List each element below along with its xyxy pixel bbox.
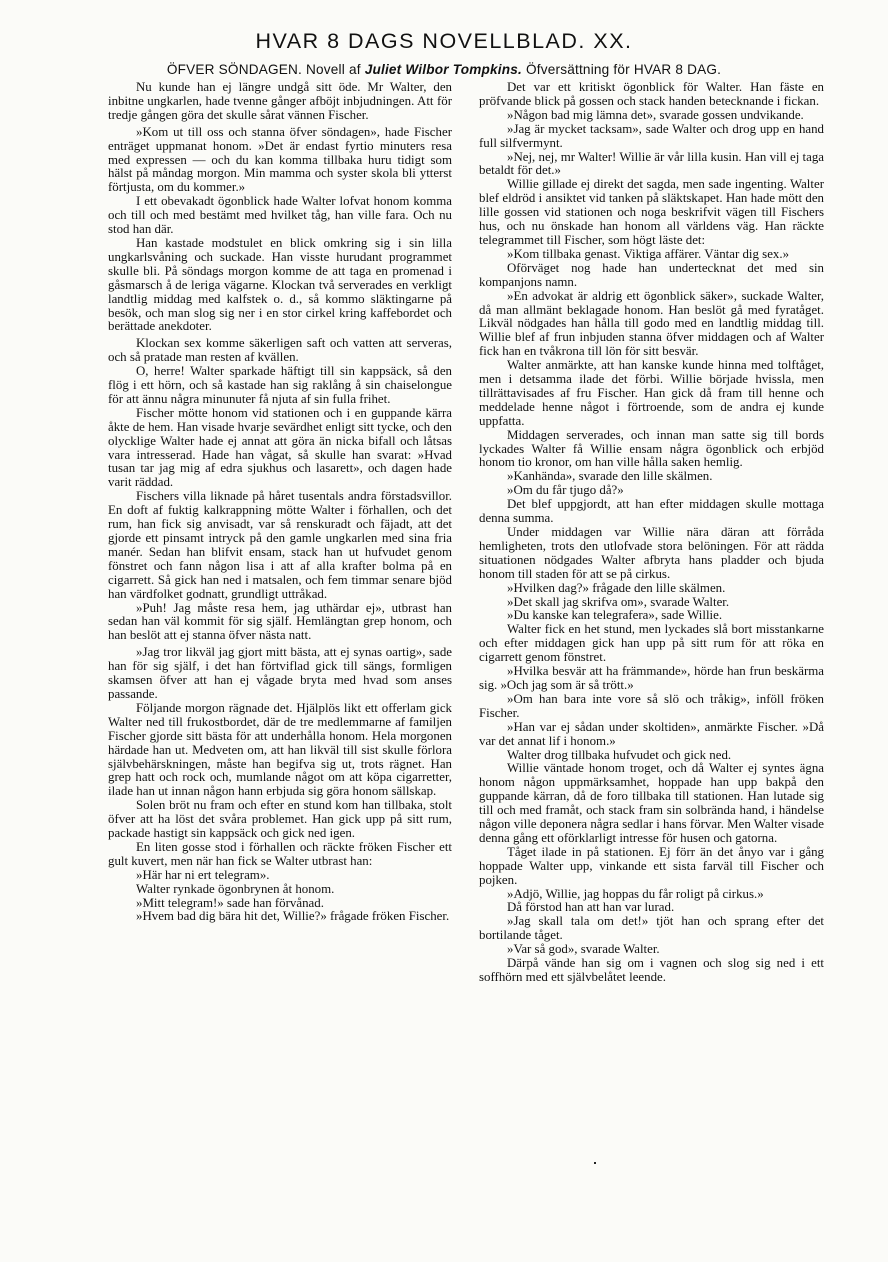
- paragraph: »Det skall jag skrifva om», svarade Walter.: [507, 594, 730, 609]
- paragraph: »Jag är mycket tacksam», sade Walter och drog upp en hand full silfvermynt.: [479, 121, 824, 150]
- paragraph: Solen bröt nu fram och efter en stund kom han tillbaka, stolt öfver att ha löst det svåra problemet. Han gick upp på sitt rum, packade hastigt sin kappsäck och gick ned igen.: [108, 798, 452, 841]
- paragraph: Under middagen var Willie nära däran att förråda hemligheten, trots den utlofvade stora belöningen. För att rädda situationen nödgades Walter afbryta hans pladder och bjuda honom till staden för att se på cirkus.: [479, 525, 824, 581]
- paragraph: »Var så god», svarade Walter.: [507, 942, 660, 957]
- paragraph: »Någon bad mig lämna det», svarade gossen undvikande.: [507, 107, 804, 122]
- end-dot: [594, 1162, 596, 1164]
- paragraph: Det blef uppgjordt, att han efter middagen skulle mottaga denna summa.: [479, 497, 824, 526]
- paragraph: »Adjö, Willie, jag hoppas du får roligt på cirkus.»: [507, 886, 764, 901]
- paragraph: Walter rynkade ögonbrynen åt honom.: [136, 881, 335, 896]
- paragraph: Därpå vände han sig om i vagnen och slog sig ned i ett soffhörn med ett självbelåtet leende.: [479, 956, 824, 984]
- paragraph: Då förstod han att han var lurad.: [507, 900, 675, 915]
- telegram-text: »Kom tillbaka genast. Viktiga affärer. Väntar dig sex.»: [507, 246, 790, 261]
- translation-note: Öfversättning för HVAR 8 DAG.: [525, 62, 722, 77]
- paragraph: Fischers villa liknade på håret tusentals andra förstadsvillor. En doft af fuktig kalkrappning mötte Walter i förhallen, och det rum, han fick sig anvisadt, var så renskuradt och fäjadt, att det gjorde ett pinsamt intryck på den gamle ungkarlen med sina fria manér. Sedan han blifvit ensam, stack han ut hufvudet genom fönstret och fann någon lisa i att af alla krafter bolma på en cigarrett. Så gick han ned i matsalen, och fem timmar senare bjöd han värdfolket godnatt, grundligt uttråkad.: [108, 489, 452, 601]
- paragraph: »Hvilka besvär att ha främmande», hörde han frun beskärma sig. »Och jag som är så trött.»: [479, 664, 824, 692]
- right-column: [479, 81, 824, 1161]
- paragraph: »Du kanske kan telegrafera», sade Willie.: [507, 608, 723, 623]
- paragraph: »Jag tror likväl jag gjort mitt bästa, att ej synas oartig», sade han för sig själf, i det han förtviflad gick till sängs, formligen skamsen öfver att han ej vågade bryta med hvad som anses passande.: [108, 645, 452, 701]
- paragraph: »Puh! Jag måste resa hem, jag uthärdar ej», utbrast han sedan han väl kommit för sig själf. Hemlängtan grep honom, och han beslöt att ej stanna öfver nästa natt.: [108, 600, 452, 643]
- paragraph: Walter anmärkte, att han kanske kunde hinna med tolftåget, men i detsamma ilade det förbi. Willie började hvissla, men tillrättavisades af fru Fischer. Han gick då fram till henne och meddelade henne något i förtroende, som de andra ej kunde uppfatta.: [479, 358, 824, 428]
- paragraph: Oförväget nog hade han undertecknat det med sin kompanjons namn.: [479, 260, 824, 289]
- paragraph: »Jag skall tala om det!» tjöt han och sprang efter det bortilande tåget.: [479, 914, 824, 943]
- paragraph: Nu kunde han ej längre undgå sitt öde. Mr Walter, den inbitne ungkarlen, hade tvenne gånger afböjt inbjudningen. Att för tredje gången göra det skulle sårat vännen Fischer.: [108, 81, 452, 122]
- paragraph: »Om du får tjugo då?»: [507, 483, 624, 498]
- paragraph: Fischer mötte honom vid stationen och i en guppande kärra åkte de hem. Han visade hvarje sevärdhet enligt sitt tycke, och den olycklige Walter hade ej annat att göra än nicka bifall och låtsas vara intresserad. Hade han vågat, så skulle han svarat: »Hvad tusan tar jag mig af edra sjukhus och lasarett», och dagen hade varit räddad.: [108, 405, 452, 490]
- paragraph: »Hvilken dag?» frågade den lille skälmen.: [507, 580, 726, 595]
- paragraph: »Nej, nej, mr Walter! Willie är vår lilla kusin. Han vill ej taga betaldt för det.»: [479, 149, 824, 178]
- story-title: ÖFVER SÖNDAGEN.: [166, 62, 303, 77]
- paragraph: I ett obevakadt ögonblick hade Walter lofvat honom komma och till och med bestämt med hvilket tåg, han ville fara. Och nu stod han där.: [108, 194, 452, 237]
- masthead: HVAR 8 DAGS NOVELLBLAD. XX.: [255, 29, 633, 53]
- paragraph: En liten gosse stod i förhallen och räckte fröken Fischer ett gult kuvert, men när han fick se Walter utbrast han:: [108, 839, 452, 868]
- paragraph: Han kastade modstulet en blick omkring sig i sin lilla ungkarlsvåning och suckade. Han visste hurudant programmet skulle bli. På söndags morgon komme de att taga en promenad i gåsmarsch å de leriga vägarne. Klockan två serverades en verkligt landtlig middag med kalfstek o. d., så kommo släktingarne på besök, och man slog sig ner i en stor cirkel kring kaffebordet och berättade anekdoter.: [108, 235, 452, 334]
- paragraph: Följande morgon rägnade det. Hjälplös likt ett offerlam gick Walter ned till frukostbordet, där de tre medlemmarne af familjen Fischer gjorde sitt bästa för att underhålla honom. Hela morgonen härdade han ut. Medveten om, att han likväl till sist skulle förlora självbehärskningen, måste han begifva sig ut, trots rägnet. Han grep hatt och rock och, mumlande något om att köpa cigarretter, ilade han ut innan någon hann erbjuda sig göra honom sällskap.: [108, 700, 452, 799]
- paragraph: »Hvem bad dig bära hit det, Willie?» frågade fröken Fischer.: [136, 909, 450, 924]
- paragraph: Middagen serverades, och innan man satte sig till bords lyckades Walter få Willie ensam några ögonblick och erbjöd honom tio kronor, om han ville hålla saken hemlig.: [479, 427, 824, 470]
- paragraph: O, herre! Walter sparkade häftigt till sin kappsäck, så den flög i ett hörn, och så kastade han sig raklång å sin chaiselongue för att ännu några minunuter få njuta af sin fulla frihet.: [108, 364, 452, 406]
- paragraph: Walter drog tillbaka hufvudet och gick ned.: [507, 747, 732, 762]
- paragraph: »Han var ej sådan under skoltiden», anmärkte Fischer. »Då var det annat lif i honom.»: [479, 719, 824, 748]
- paragraph: »En advokat är aldrig ett ögonblick säker», suckade Walter, då man allmänt beklagade honom. Han beslöt gå med fyratåget. Likväl nödgades han hålla till godo med en landtlig middag till. Willie blef af frun inbjuden stanna öfver middagen och af Walter fick han en tvåkrona till lön för sitt besvär.: [479, 288, 824, 359]
- paragraph: Willie väntade honom troget, och då Walter ej syntes ägna honom någon uppmärksamhet, hoppade han upp bakpå den guppande kärran, då de foro tillbaka till stationen. Han lutade sig till och med framåt, och stack fram sin solbrända hand, i händelse någon ville deponera några sedlar i hans förvar. Men Walter visade denna gång ett oförklarligt intresse för husen och gatorna.: [479, 761, 824, 845]
- paragraph: Tåget ilade in på stationen. Ej förr än det ånyo var i gång hoppade Walter upp, vinkande ett sista farväl till Fischer och pojken.: [479, 844, 824, 887]
- paragraph: Willie gillade ej direkt det sagda, men sade ingenting. Walter blef eldröd i ansiktet vid tanken på släktskapet. Han hade mött den lille gossen vid stationen och noga beskrifvit vägen till Fischers hus, och nu önskade han honom all världens väg. Han räckte telegrammet till Fischer, som högt läste det:: [479, 177, 824, 247]
- paragraph: Det var ett kritiskt ögonblick för Walter. Han fäste en pröfvande blick på gossen och stack handen betecknande i fickan.: [479, 81, 824, 108]
- paragraph: »Här har ni ert telegram».: [136, 867, 270, 882]
- left-column: [108, 81, 452, 1161]
- author-name: Juliet Wilbor Tompkins.: [364, 62, 522, 77]
- story-heading: [0, 61, 888, 78]
- paragraph: »Mitt telegram!» sade han förvånad.: [136, 895, 324, 910]
- paragraph: Klockan sex komme säkerligen saft och vatten att serveras, och så pratade man resten af kvällen.: [108, 336, 452, 365]
- paragraph: »Kanhända», svarade den lille skälmen.: [507, 469, 713, 484]
- paragraph: »Kom ut till oss och stanna öfver söndagen», hade Fischer enträget uppmanat honom. »Det är endast fyrtio minuters resa med expressen — och du kan komma tillbaka huru tidigt som hälst på måndag morgon. Min mamma och syster skola bli ytterst förtjusta, om du kommer.»: [108, 124, 452, 195]
- paragraph: »Om han bara inte vore så slö och tråkig», inföll fröken Fischer.: [479, 691, 824, 720]
- novell-af-label: Novell af: [306, 62, 361, 77]
- paragraph: Walter fick en het stund, men lyckades slå bort misstankarne och efter middagen gick han upp på sitt rum för att röka en cigarrett genom fönstret.: [479, 622, 824, 665]
